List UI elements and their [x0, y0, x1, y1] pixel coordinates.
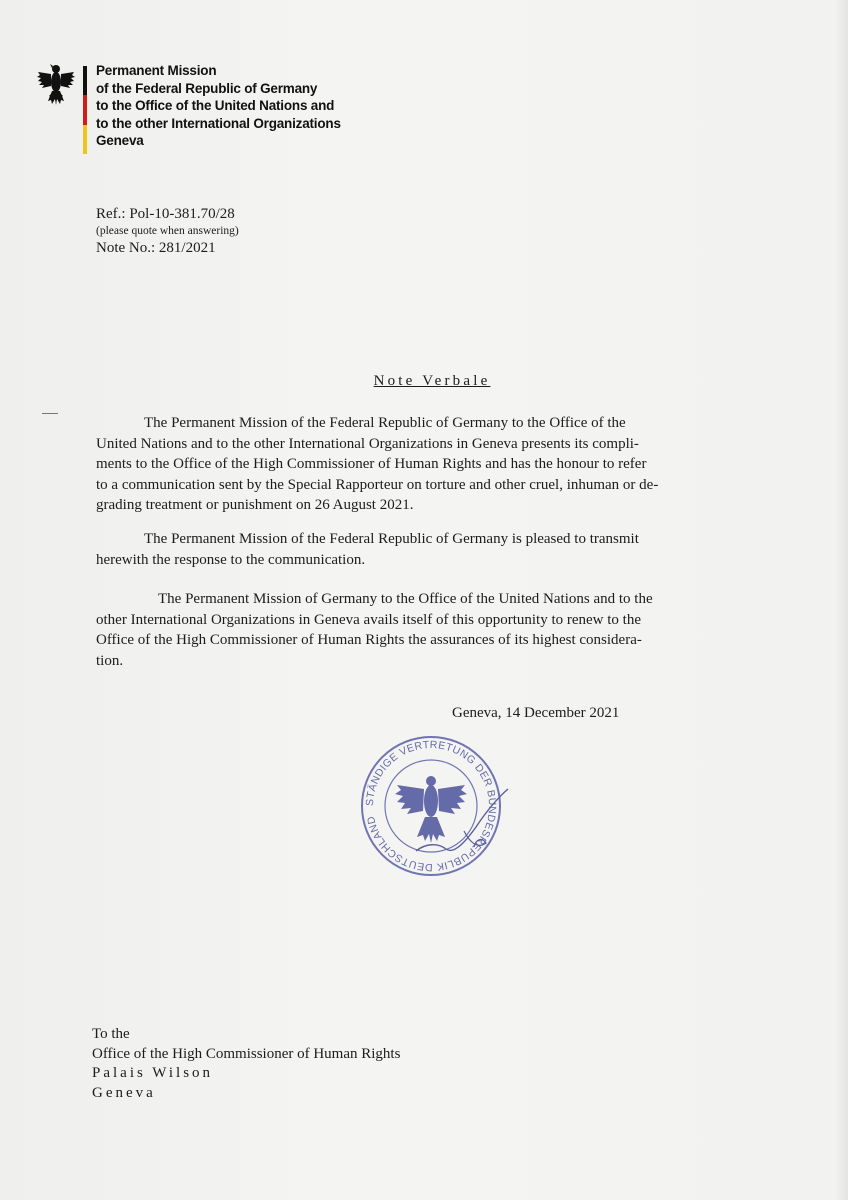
seal-text: STÄNDIGE VERTRETUNG DER BUNDESREPUBLIK DEUTSCHLAND: [363, 738, 499, 874]
official-seal-stamp: [346, 731, 516, 881]
paragraph-line: The Permanent Mission of Germany to the Office of the United Nations and to the: [158, 591, 653, 607]
paragraph-1: [96, 413, 736, 516]
reference-block: [96, 205, 239, 258]
federal-eagle-icon: [36, 62, 76, 106]
letterhead-line: Geneva: [96, 133, 144, 148]
quote-hint: (please quote when answering): [96, 225, 239, 237]
page-edge-shadow: [834, 0, 848, 1200]
german-flag-bar: [83, 66, 87, 154]
paragraph-2: [96, 529, 736, 570]
fold-mark: [42, 413, 58, 414]
paragraph-line: grading treatment or punishment on 26 August 2021.: [96, 497, 414, 513]
paragraph-line: ments to the Office of the High Commissioner of Human Rights and has the honour to refer: [96, 456, 647, 472]
recipient-address: [92, 1025, 400, 1103]
paragraph-line: to a communication sent by the Special Rapporteur on torture and other cruel, inhuman or de-: [96, 476, 659, 493]
paragraph-line: The Permanent Mission of the Federal Republic of Germany to the Office of the: [144, 415, 626, 431]
note-number: Note No.: 281/2021: [96, 240, 216, 256]
address-city: Geneva: [92, 1084, 156, 1101]
address-to: To the: [92, 1026, 130, 1042]
date-line: Geneva, 14 December 2021: [452, 705, 620, 721]
paragraph-line: Office of the High Commissioner of Human Rights the assurances of its highest considera-: [96, 632, 642, 648]
paragraph-line: other International Organizations in Geneva avails itself of this opportunity to renew to the: [96, 611, 641, 628]
paragraph-line: herewith the response to the communication.: [96, 551, 366, 568]
address-office: Office of the High Commissioner of Human Rights: [92, 1045, 401, 1062]
paragraph-3: [96, 589, 736, 671]
paragraph-line: tion.: [96, 652, 124, 669]
letterhead-line: to the Office of the United Nations and: [96, 98, 335, 113]
paragraph-line: The Permanent Mission of the Federal Republic of Germany is pleased to transmit: [144, 531, 639, 547]
reference-number: Ref.: Pol-10-381.70/28: [96, 206, 235, 222]
letterhead-line: to the other International Organizations: [96, 115, 341, 131]
address-building: Palais Wilson: [92, 1065, 214, 1081]
letterhead: [96, 62, 341, 150]
letterhead-line: Permanent Mission: [96, 63, 217, 78]
document-title: Note Verbale: [373, 373, 491, 389]
paragraph-line: United Nations and to the other International Organizations in Geneva presents its compli-: [96, 435, 639, 452]
letterhead-line: of the Federal Republic of Germany: [96, 80, 318, 96]
